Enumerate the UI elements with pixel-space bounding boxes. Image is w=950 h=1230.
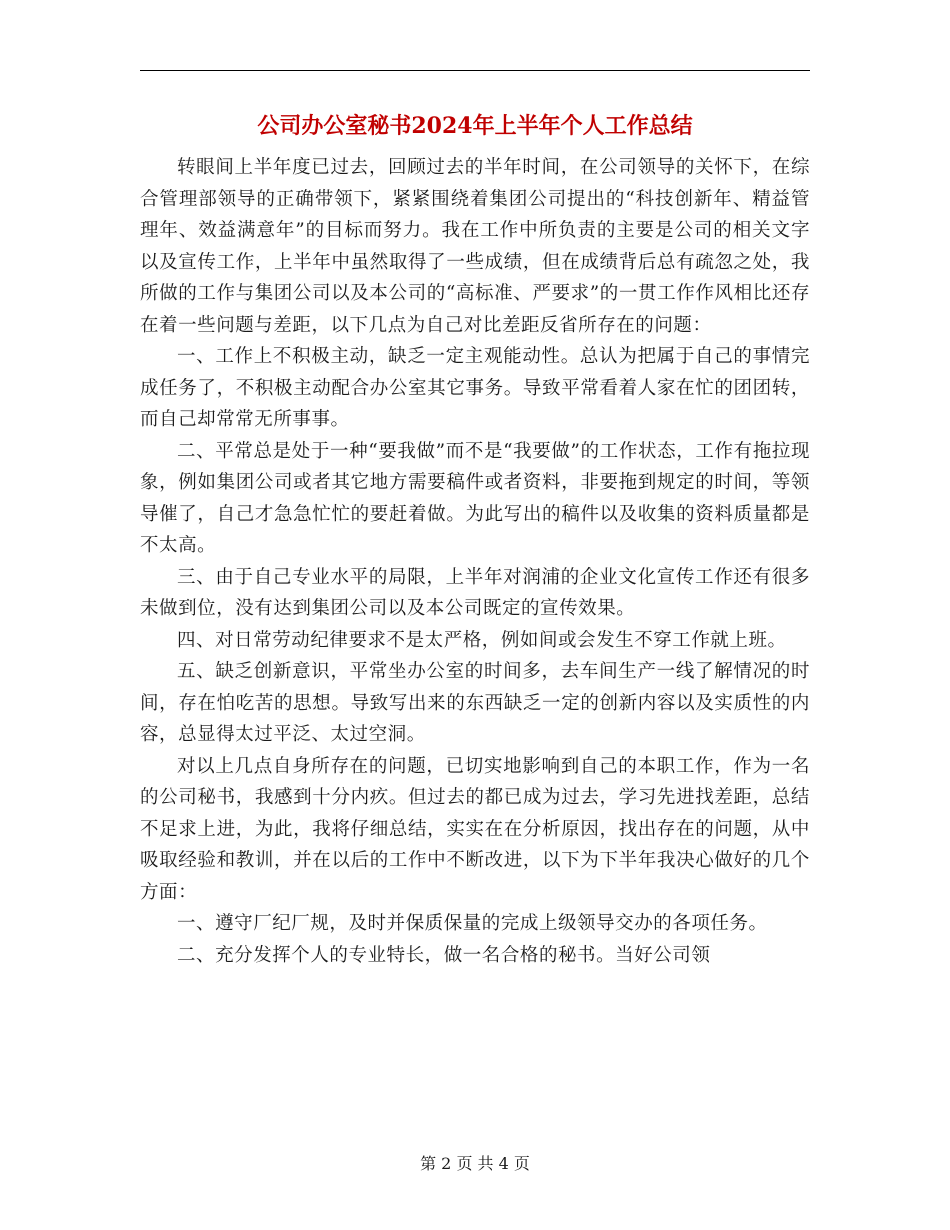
document-title: 公司办公室秘书2024年上半年个人工作总结 xyxy=(257,113,693,139)
paragraph-issue-4: 四、对日常劳动纪律要求不是太严格，例如间或会发生不穿工作就上班。 xyxy=(177,629,787,651)
paragraph-issue-1: 一、工作上不积极主动，缺乏一定主观能动性。总认为把属于自己的事情完成任务了，不积极主动配合办公室其它事务。导致平常看着人家在忙的团团转，而自己却常常无所事事。 xyxy=(140,346,810,430)
paragraph-issue-5: 五、缺乏创新意识，平常坐办公室的时间多，去车间生产一线了解情况的时间，存在怕吃苦的思想。导致写出来的东西缺乏一定的创新内容以及实质性的内容，总显得太过平泛、太过空洞。 xyxy=(140,661,810,745)
paragraph-issue-3: 三、由于自己专业水平的局限，上半年对润浦的企业文化宣传工作还有很多未做到位，没有达到集团公司以及本公司既定的宣传效果。 xyxy=(140,566,810,619)
paragraph-intro: 转眼间上半年度已过去，回顾过去的半年时间，在公司领导的关怀下，在综合管理部领导的正确带领下，紧紧围绕着集团公司提出的“科技创新年、精益管理年、效益满意年”的目标而努力。我在工作中所负责的主要是公司的相关文字以及宣传工作，上半年中虽然取得了一些成绩，但在成绩背后总有疏忽之处，我所做的工作与集团公司以及本公司的“高标准、严要求”的一贯工作作风相比还存在着一些问题与差距，以下几点为自己对比差距反省所存在的问题： xyxy=(140,157,810,336)
paragraph-reflection: 对以上几点自身所存在的问题，已切实地影响到自己的本职工作，作为一名的公司秘书，我感到十分内疚。但过去的都已成为过去，学习先进找差距，总结不足求上进，为此，我将仔细总结，实实在在分析原因，找出存在的问题，从中吸取经验和教训，并在以后的工作中不断改进，以下为下半年我决心做好的几个方面： xyxy=(140,755,810,903)
document-body xyxy=(140,152,810,971)
paragraph-plan-2: 二、充分发挥个人的专业特长，做一名合格的秘书。当好公司领 xyxy=(177,944,711,966)
page-number: 第 2 页 共 4 页 xyxy=(420,1154,530,1173)
paragraph-plan-1: 一、遵守厂纪厂规，及时并保质保量的完成上级领导交办的各项任务。 xyxy=(177,913,768,934)
paragraph-issue-2: 二、平常总是处于一种“要我做”而不是“我要做”的工作状态，工作有拖拉现象，例如集团公司或者其它地方需要稿件或者资料，非要拖到规定的时间，等领导催了，自己才急急忙忙的要赶着做。为此写出的稿件以及收集的资料质量都是不太高。 xyxy=(140,440,810,556)
header-rule xyxy=(140,70,810,71)
